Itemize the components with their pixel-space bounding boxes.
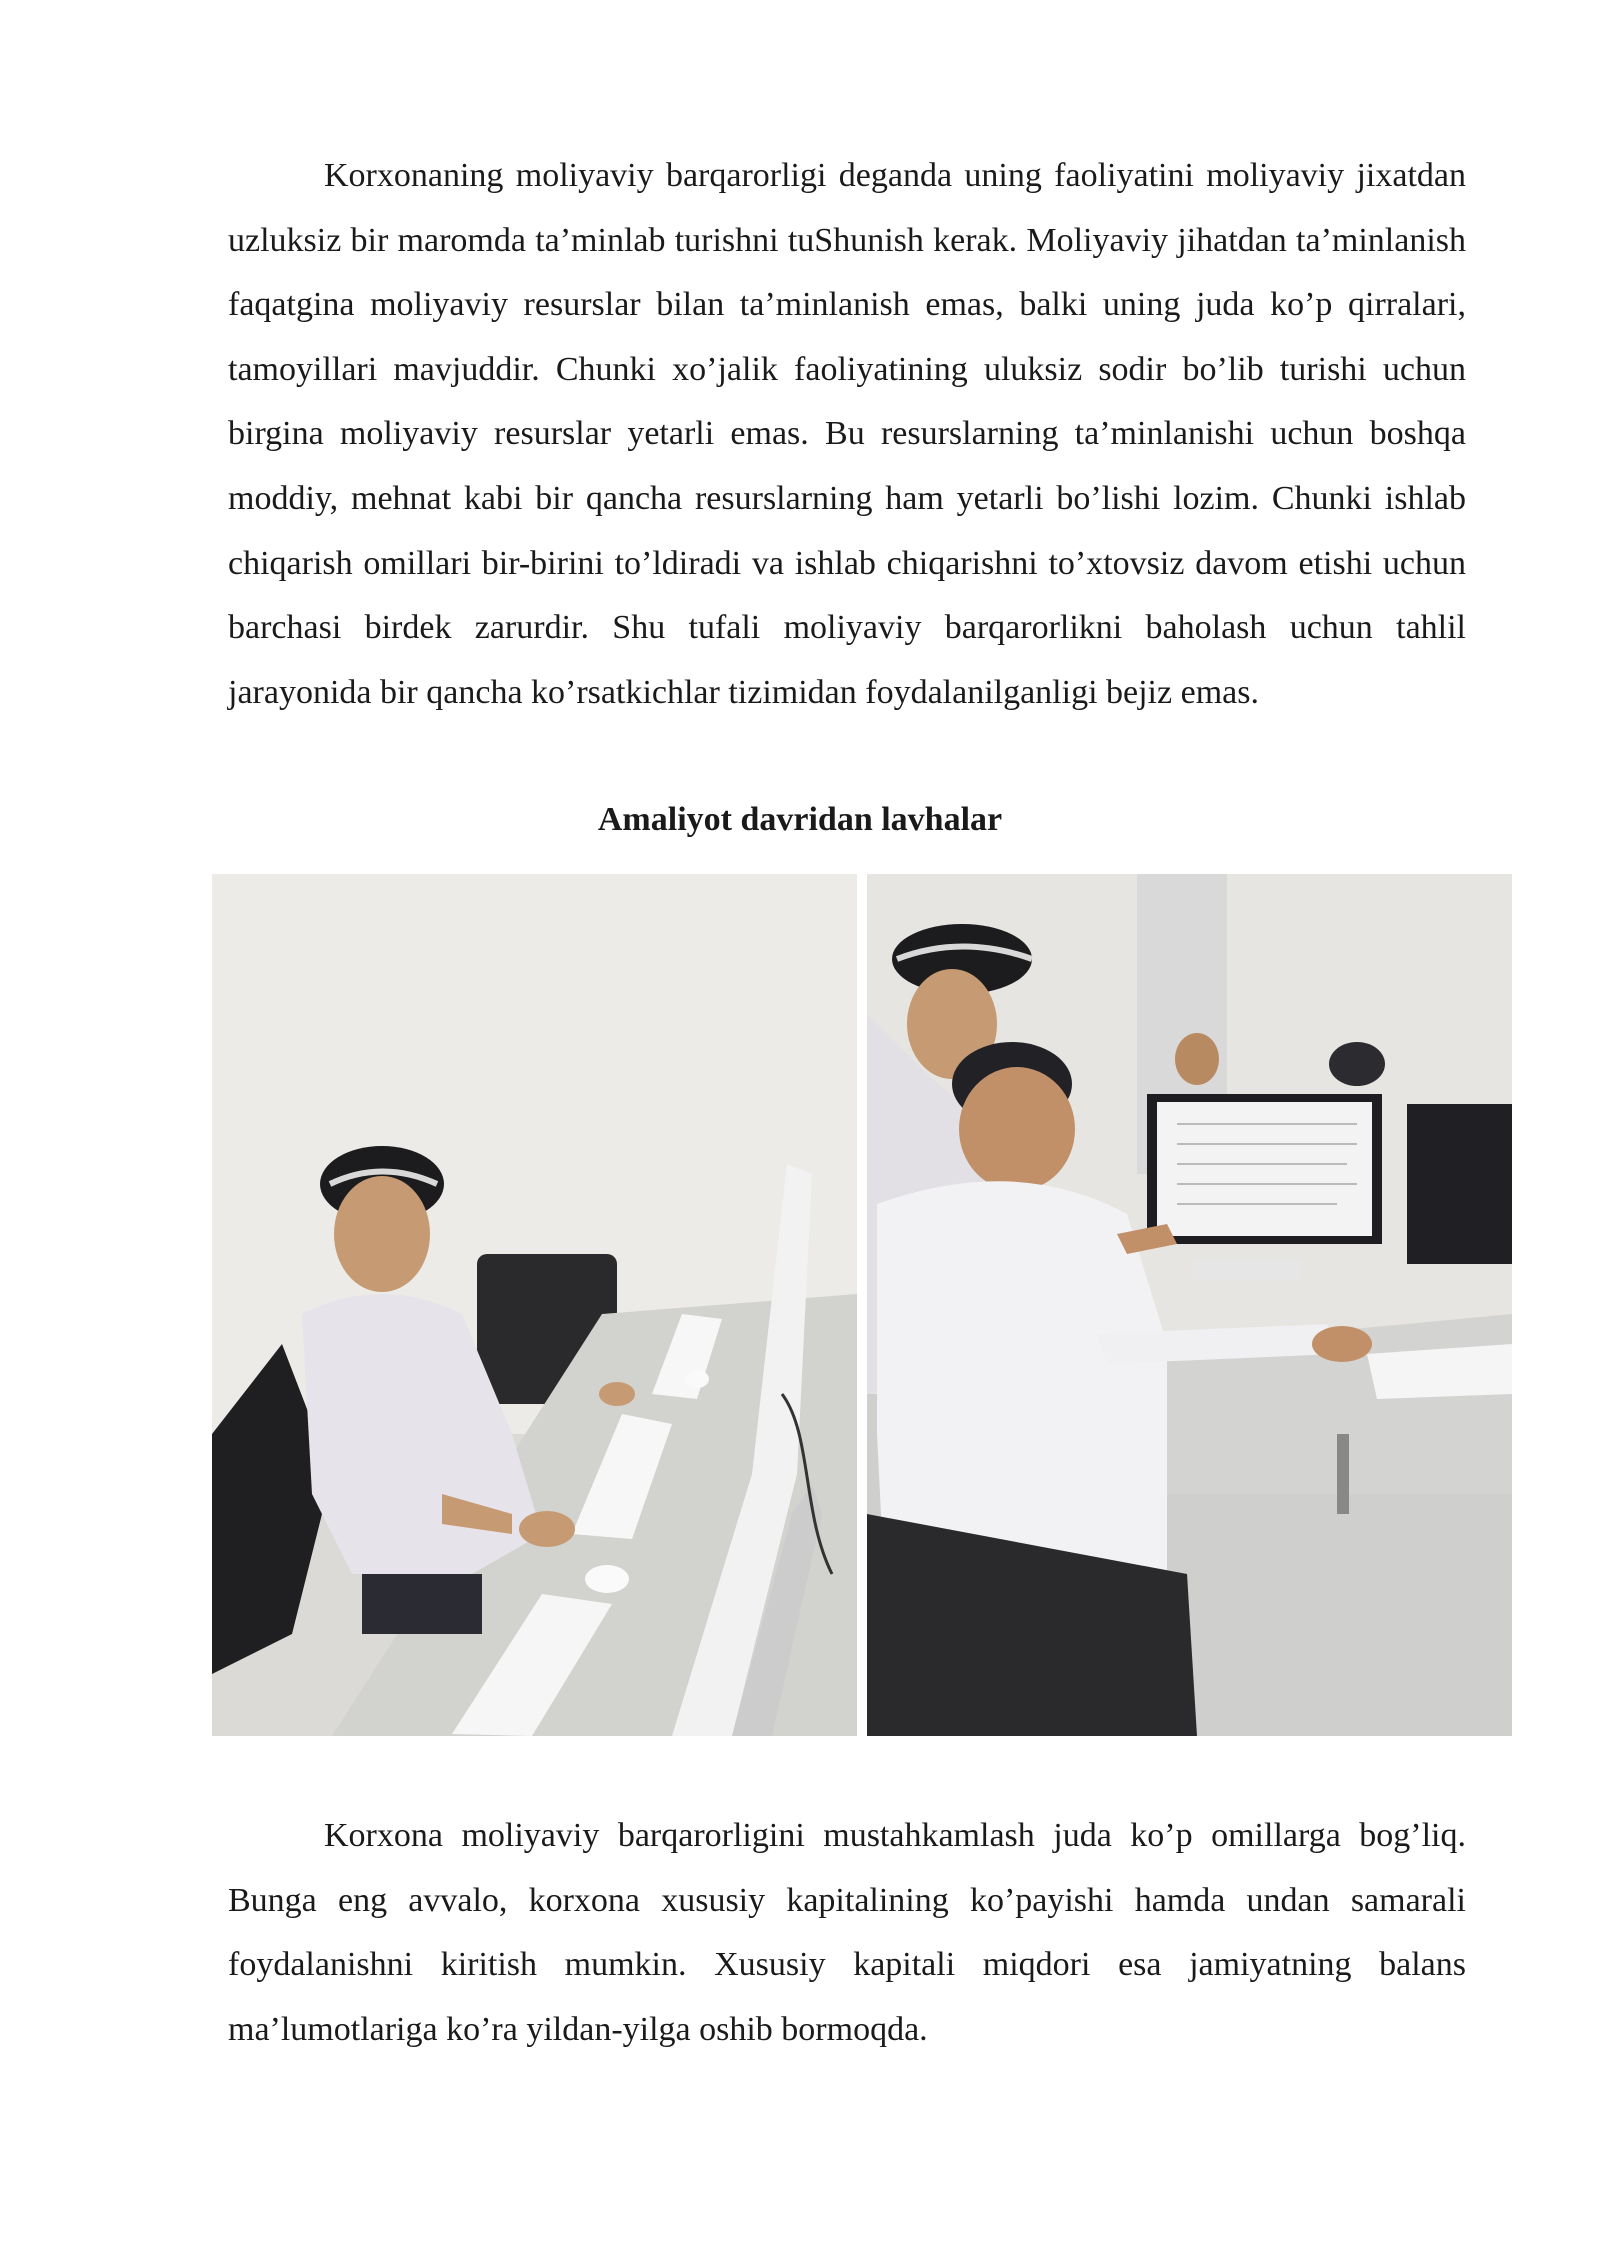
paragraph-financial-stability [228,144,1466,725]
paragraph-text: Korxona moliyaviy barqarorligini mustahkamlash juda ko’p omillarga bog’liq. Bunga eng avvalo, korxona xususiy kapitalining ko’payishi hamda undan samarali foydalanishni kiritish mumkin. Xususiy kapitali miqdori esa jamiyatning balans ma’lumotlariga ko’ra yildan-yilga oshib bormoqda. [228,1817,1466,2048]
photo-image [212,874,857,1736]
paragraph-text: Korxonaning moliyaviy barqarorligi deganda uning faoliyatini moliyaviy jixatdan uzluksiz bir maromda ta’minlab turishni tuShunish kerak. Moliyaviy jihatdan ta’minlanish faqatgina moliyaviy resurslar bilan ta’minlanish emas, balki uning juda ko’p qirralari, tamoyillari mavjuddir. Chunki xo’jalik faoliyatining uluksiz sodir bo’lib turishi uchun birgina moliyaviy resurslar yetarli emas. Bu resurslarning ta’minlanishi uchun boshqa moddiy, mehnat kabi bir qancha resurslarning ham yetarli bo’lishi lozim. Chunki ishlab chiqarish omillari bir-birini to’ldiradi va ishlab chiqarishni to’xtovsiz davom etishi uchun barchasi birdek zarurdir. Shu tufali moliyaviy barqarorlikni baholash uchun tahlil jarayonida bir qancha ko’rsatkichlar tizimidan foydalanilganligi bejiz emas. [228,157,1466,711]
section-heading: Amaliyot davridan lavhalar [597,801,1003,838]
paragraph-stability-factors [228,1804,1466,2062]
photo-men-at-monitor [867,874,1512,1736]
photo-man-at-computer [212,874,857,1736]
photo-image [867,874,1512,1736]
